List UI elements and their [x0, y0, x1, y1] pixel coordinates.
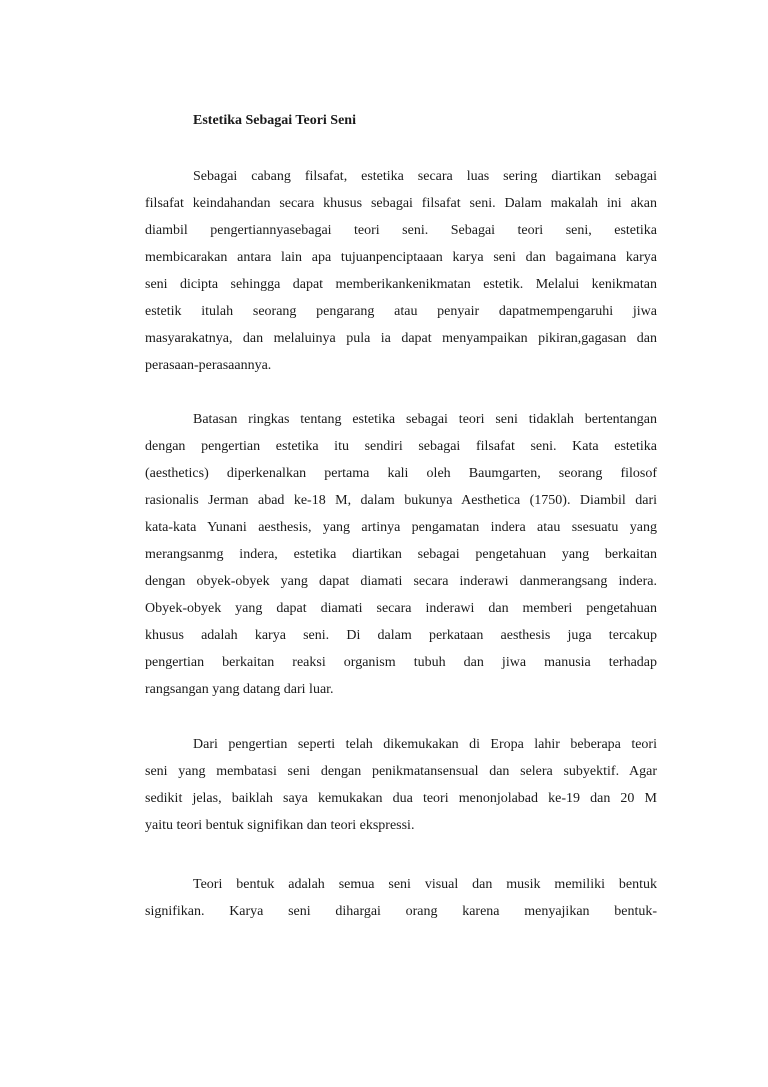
- paragraph-2-line-9: khusus adalah karya seni. Di dalam perkataan aesthesis juga tercakup: [145, 628, 657, 643]
- paragraph-2-line-11: rangsangan yang datang dari luar.: [145, 682, 334, 697]
- paragraph-2-line-6: merangsanmg indera, estetika diartikan sebagai pengetahuan yang berkaitan: [145, 547, 657, 562]
- paragraph-2-line-8: Obyek-obyek yang dapat diamati secara inderawi dan memberi pengetahuan: [145, 601, 657, 616]
- paragraph-2-line-1: Batasan ringkas tentang estetika sebagai teori seni tidaklah bertentangan: [193, 412, 657, 427]
- paragraph-2-line-2: dengan pengertian estetika itu sendiri sebagai filsafat seni. Kata estetika: [145, 439, 657, 454]
- paragraph-1-line-2: filsafat keindahandan secara khusus sebagai filsafat seni. Dalam makalah ini akan: [145, 196, 657, 211]
- paragraph-1-line-3: diambil pengertiannyasebagai teori seni. Sebagai teori seni, estetika: [145, 223, 657, 238]
- paragraph-2-line-3: (aesthetics) diperkenalkan pertama kali oleh Baumgarten, seorang filosof: [145, 466, 657, 481]
- paragraph-1-line-8: perasaan-perasaannya.: [145, 358, 272, 373]
- paragraph-1-line-7: masyarakatnya, dan melaluinya pula ia dapat menyampaikan pikiran,gagasan dan: [145, 331, 657, 346]
- paragraph-2-line-5: kata-kata Yunani aesthesis, yang artinya pengamatan indera atau ssesuatu yang: [145, 520, 657, 535]
- paragraph-4-line-1: Teori bentuk adalah semua seni visual dan musik memiliki bentuk: [193, 877, 657, 892]
- paragraph-3-line-4: yaitu teori bentuk signifikan dan teori ekspressi.: [145, 818, 415, 833]
- paragraph-1-line-6: estetik itulah seorang pengarang atau penyair dapatmempengaruhi jiwa: [145, 304, 657, 319]
- paragraph-2-line-4: rasionalis Jerman abad ke-18 M, dalam bukunya Aesthetica (1750). Diambil dari: [145, 493, 657, 508]
- paragraph-2-line-7: dengan obyek-obyek yang dapat diamati secara inderawi danmerangsang indera.: [145, 574, 657, 589]
- paragraph-3-line-3: sedikit jelas, baiklah saya kemukakan dua teori menonjolabad ke-19 dan 20 M: [145, 791, 657, 806]
- paragraph-4-line-2: signifikan. Karya seni dihargai orang karena menyajikan bentuk-: [145, 904, 657, 919]
- document-title: Estetika Sebagai Teori Seni: [193, 113, 356, 128]
- paragraph-1-line-5: seni dicipta sehingga dapat memberikankenikmatan estetik. Melalui kenikmatan: [145, 277, 657, 292]
- paragraph-1-line-1: Sebagai cabang filsafat, estetika secara luas sering diartikan sebagai: [193, 169, 657, 184]
- paragraph-3-line-2: seni yang membatasi seni dengan penikmatansensual dan selera subyektif. Agar: [145, 764, 657, 779]
- paragraph-2-line-10: pengertian berkaitan reaksi organism tubuh dan jiwa manusia terhadap: [145, 655, 657, 670]
- paragraph-3-line-1: Dari pengertian seperti telah dikemukakan di Eropa lahir beberapa teori: [193, 737, 657, 752]
- paragraph-1-line-4: membicarakan antara lain apa tujuanpenciptaaan karya seni dan bagaimana karya: [145, 250, 657, 265]
